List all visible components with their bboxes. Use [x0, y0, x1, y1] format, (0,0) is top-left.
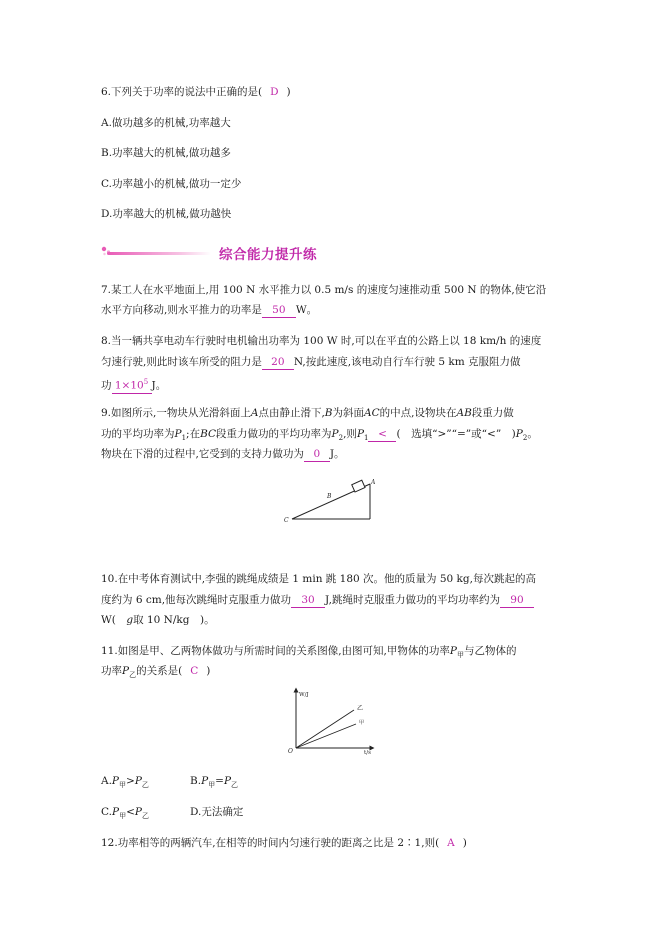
- incline-figure: [282, 474, 378, 524]
- label-c: C: [284, 517, 289, 524]
- q9-line2: 功的平均功率为$P_1$;在BC段重力做功的平均功率为$P_2$,则$P_1$ < ( 选填“>”“=”或“<” )$P_2$。: [101, 428, 538, 443]
- q11-option-c: $C.P_甲<P_乙$: [101, 806, 149, 821]
- label-a: A: [371, 479, 376, 486]
- q11-option-a: $A.P_甲>P_乙$: [101, 775, 149, 790]
- q10-line2: 度约为 6 cm,他每次跳绳时克服重力做功 30 J,跳绳时克服重力做功的平均功率约为 90: [101, 593, 534, 608]
- x-axis-label: t/s: [364, 750, 371, 756]
- q9-answer2: 0: [304, 447, 330, 462]
- q12-answer: A: [447, 837, 455, 849]
- y-axis-label: W/J: [299, 692, 309, 698]
- section-heading: [101, 240, 361, 264]
- q6-option-a: A.做功越多的机械,功率越大: [101, 117, 231, 129]
- series-yi-label: 乙: [357, 705, 364, 712]
- q11-line1: 11.如图是甲、乙两物体做功与所需时间的关系图像,由图可知,甲物体的功率$P_甲$与乙物体的: [101, 645, 517, 660]
- q10-line3: W( g取 10 N/kg )。: [101, 614, 215, 626]
- q10-answer2: 90: [500, 593, 534, 608]
- line-yi: [296, 710, 354, 748]
- line-jia: [296, 724, 356, 748]
- q6-option-b: B.功率越大的机械,做功越多: [101, 147, 231, 159]
- work-time-graph: [282, 686, 378, 756]
- heading-bar: [107, 252, 211, 255]
- q6-option-c: C.功率越小的机械,做功一定少: [101, 178, 242, 190]
- q8-line1: 8.当一辆共享电动车行驶时电机输出功率为 100 W 时,可以在平直的公路上以 18 km/h 的速度: [101, 335, 542, 347]
- q9-line3: 物块在下滑的过程中,它受到的支持力做功为 0 J。: [101, 448, 345, 460]
- q11-line2: 功率$P_乙$的关系是( C ): [101, 665, 211, 680]
- origin-label: O: [288, 748, 293, 755]
- q8-line2: 匀速行驶,则此时该车所受的阻力是 20 N,按此速度,该电动自行车行驶 5 km 克服阻力做: [101, 356, 521, 368]
- q11-option-d: D.无法确定: [190, 806, 244, 818]
- q7-answer: 50: [262, 303, 296, 318]
- q11-option-b: $B.P_甲=P_乙$: [190, 775, 239, 790]
- q8-line3: 功 $1\times 10^5$ J。: [101, 375, 166, 394]
- q7-line1: 7.某工人在水平地面上,用 100 N 水平推力以 0.5 m/s 的速度匀速推动重 500 N 的物体,使它沿: [101, 284, 547, 296]
- block: [352, 480, 365, 492]
- q8-answer2: $1\times 10^5$: [112, 375, 152, 394]
- series-jia-label: 甲: [359, 720, 365, 726]
- q6-stem: 6.下列关于功率的说法中正确的是( D ): [101, 86, 291, 98]
- q6-answer: D: [270, 86, 279, 98]
- q10-answer1: 30: [291, 593, 325, 608]
- q10-line1: 10.在中考体育测试中,李强的跳绳成绩是 1 min 跳 180 次。他的质量为 50 kg,每次跳起的高: [101, 573, 536, 585]
- label-b: B: [327, 493, 332, 500]
- q8-answer1: 20: [262, 355, 294, 370]
- q6-option-d: D.功率越大的机械,做功越快: [101, 208, 232, 220]
- q12-stem: 12.功率相等的两辆汽车,在相等的时间内匀速行驶的距离之比是 2∶1,则( A ): [101, 837, 467, 849]
- q11-answer: C: [190, 665, 199, 677]
- q9-line1: 9.如图所示,一物块从光滑斜面上A点由静止滑下,B为斜面AC的中点,设物块在AB段重力做: [101, 407, 514, 419]
- q9-answer1: <: [368, 427, 396, 442]
- q7-line2: 水平方向移动,则水平推力的功率是 50 W。: [101, 304, 318, 316]
- section-title: 综合能力提升练: [219, 247, 317, 263]
